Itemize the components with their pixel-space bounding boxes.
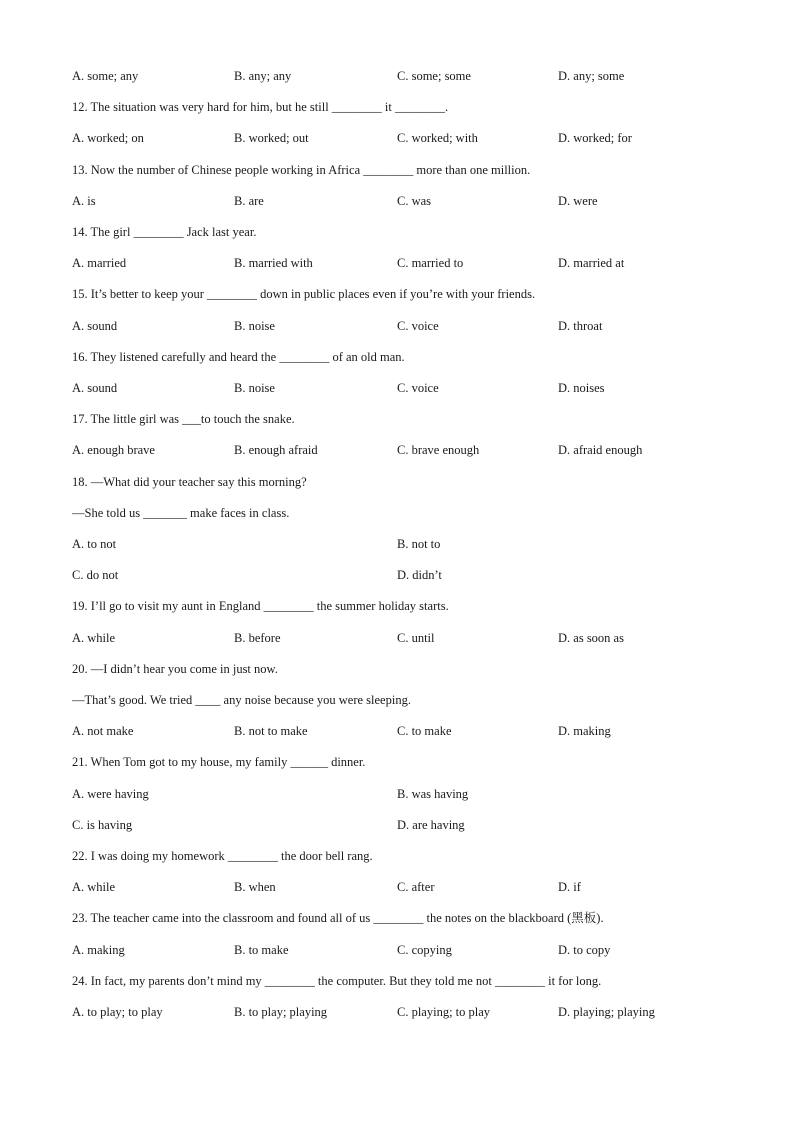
question-text: 12. The situation was very hard for him, but he still ________ it ________. xyxy=(72,100,449,114)
answer-option: B. noise xyxy=(234,319,275,333)
answer-option: D. playing; playing xyxy=(558,1005,655,1019)
answer-option: A. while xyxy=(72,880,116,894)
answer-option: A. sound xyxy=(72,319,118,333)
answer-option: C. some; some xyxy=(397,69,471,83)
options-row xyxy=(72,440,734,460)
answer-option: D. are having xyxy=(397,818,465,832)
answer-option: C. is having xyxy=(72,818,133,832)
question-text: 24. In fact, my parents don’t mind my ________ the computer. But they told me not ________ it for long. xyxy=(72,974,602,988)
answer-option: B. married with xyxy=(234,256,313,270)
question-text: 18. —What did your teacher say this morning? xyxy=(72,475,307,489)
answer-option: A. married xyxy=(72,256,127,270)
answer-option: B. to play; playing xyxy=(234,1005,328,1019)
answer-option: D. making xyxy=(558,724,611,738)
options-row xyxy=(72,565,734,585)
options-row xyxy=(72,191,734,211)
answer-option: D. didn’t xyxy=(397,568,442,582)
answer-option: A. to play; to play xyxy=(72,1005,163,1019)
question-text: —She told us _______ make faces in class. xyxy=(72,506,290,520)
answer-option: B. noise xyxy=(234,381,275,395)
answer-option: B. worked; out xyxy=(234,131,309,145)
answer-option: B. was having xyxy=(397,787,469,801)
question-text: 23. The teacher came into the classroom and found all of us ________ the notes on the blackboard (黑板). xyxy=(72,911,604,925)
answer-option: B. to make xyxy=(234,943,289,957)
answer-option: A. enough brave xyxy=(72,443,155,457)
answer-option: B. not to make xyxy=(234,724,308,738)
answer-option: D. to copy xyxy=(558,943,611,957)
options-row xyxy=(72,877,734,897)
answer-option: C. copying xyxy=(397,943,452,957)
answer-option: A. not make xyxy=(72,724,134,738)
answer-option: A. were having xyxy=(72,787,149,801)
options-row xyxy=(72,628,734,648)
question-text: 17. The little girl was ___to touch the snake. xyxy=(72,412,295,426)
answer-option: A. to not xyxy=(72,537,117,551)
options-row xyxy=(72,1002,734,1022)
answer-option: C. married to xyxy=(397,256,464,270)
answer-option: B. not to xyxy=(397,537,441,551)
options-row xyxy=(72,316,734,336)
question-text: 20. —I didn’t hear you come in just now. xyxy=(72,662,278,676)
answer-option: D. throat xyxy=(558,319,603,333)
options-row xyxy=(72,815,734,835)
answer-option: C. do not xyxy=(72,568,119,582)
answer-option: D. as soon as xyxy=(558,631,624,645)
question-text: 21. When Tom got to my house, my family ______ dinner. xyxy=(72,755,366,769)
options-row xyxy=(72,128,734,148)
answer-option: D. noises xyxy=(558,381,605,395)
question-text: 13. Now the number of Chinese people working in Africa ________ more than one million. xyxy=(72,163,531,177)
answer-option: C. playing; to play xyxy=(397,1005,491,1019)
options-row xyxy=(72,378,734,398)
answer-option: A. worked; on xyxy=(72,131,144,145)
options-row xyxy=(72,940,734,960)
options-row xyxy=(72,534,734,554)
question-text: —That’s good. We tried ____ any noise because you were sleeping. xyxy=(72,693,411,707)
answer-option: C. until xyxy=(397,631,435,645)
question-text: 19. I’ll go to visit my aunt in England ________ the summer holiday starts. xyxy=(72,599,449,613)
answer-option: A. some; any xyxy=(72,69,139,83)
answer-option: C. brave enough xyxy=(397,443,480,457)
options-row xyxy=(72,721,734,741)
answer-option: B. enough afraid xyxy=(234,443,318,457)
answer-option: A. sound xyxy=(72,381,118,395)
answer-option: D. married at xyxy=(558,256,625,270)
answer-option: A. while xyxy=(72,631,116,645)
answer-option: D. any; some xyxy=(558,69,625,83)
answer-option: A. making xyxy=(72,943,125,957)
answer-option: A. is xyxy=(72,194,96,208)
answer-option: B. when xyxy=(234,880,276,894)
answer-option: D. if xyxy=(558,880,581,894)
answer-option: C. after xyxy=(397,880,435,894)
answer-option: C. voice xyxy=(397,381,439,395)
options-row xyxy=(72,784,734,804)
answer-option: D. afraid enough xyxy=(558,443,643,457)
answer-option: C. to make xyxy=(397,724,452,738)
answer-option: B. before xyxy=(234,631,281,645)
answer-option: C. voice xyxy=(397,319,439,333)
question-text: 14. The girl ________ Jack last year. xyxy=(72,225,257,239)
options-row xyxy=(72,66,734,86)
answer-option: C. worked; with xyxy=(397,131,478,145)
answer-option: D. worked; for xyxy=(558,131,632,145)
options-row xyxy=(72,253,734,273)
answer-option: C. was xyxy=(397,194,432,208)
answer-option: B. any; any xyxy=(234,69,292,83)
question-text: 15. It’s better to keep your ________ down in public places even if you’re with your friends. xyxy=(72,287,536,301)
answer-option: D. were xyxy=(558,194,598,208)
question-text: 22. I was doing my homework ________ the door bell rang. xyxy=(72,849,373,863)
answer-option: B. are xyxy=(234,194,264,208)
question-text: 16. They listened carefully and heard the ________ of an old man. xyxy=(72,350,405,364)
